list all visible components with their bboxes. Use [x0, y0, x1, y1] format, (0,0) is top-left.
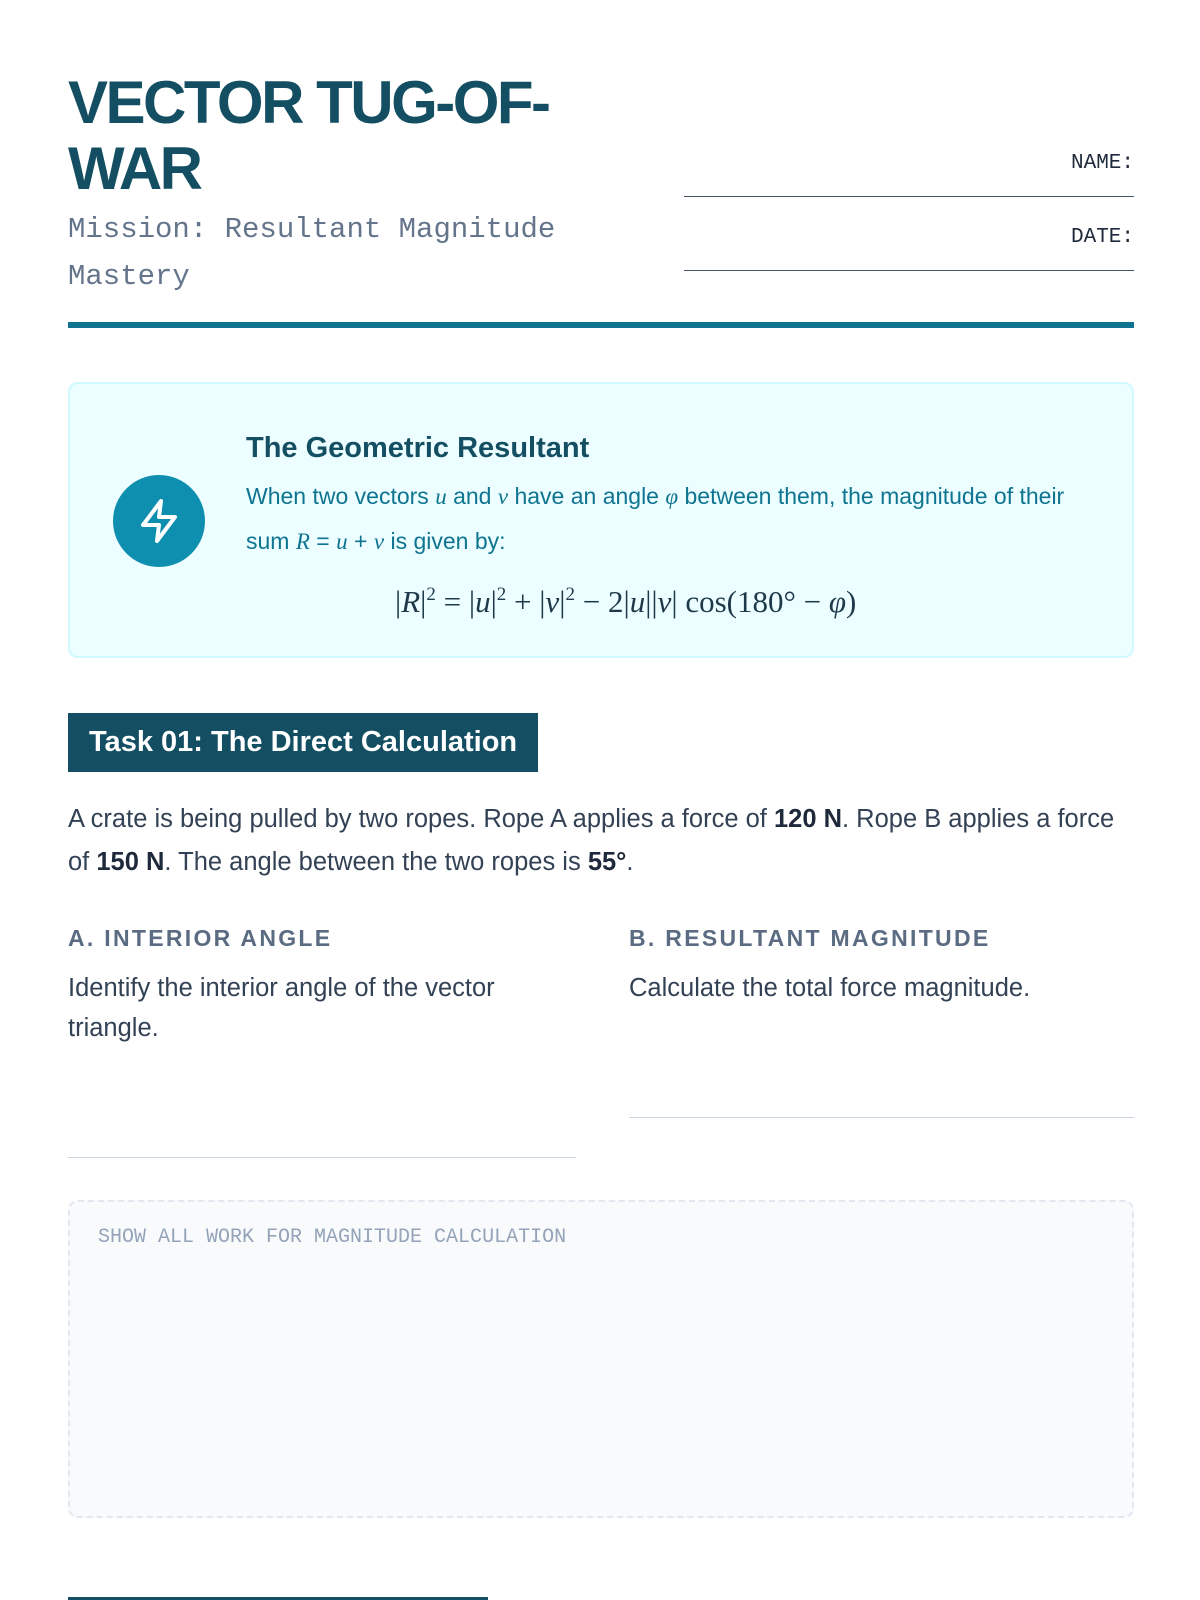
student-info-fields [684, 152, 1134, 300]
callout-title: The Geometric Resultant [246, 432, 590, 464]
formula-callout [68, 382, 1134, 658]
work-area-label: SHOW ALL WORK FOR MAGNITUDE CALCULATION [98, 1226, 567, 1249]
date-label: DATE: [1070, 226, 1134, 249]
name-line[interactable] [684, 196, 1134, 197]
part-a-answer-line[interactable] [68, 1157, 576, 1158]
part-a-text: Identify the interior angle of the vector triangle. [68, 974, 495, 1042]
task-banner: Task 01: The Direct Calculation [68, 713, 538, 772]
part-a-label: A. INTERIOR ANGLE [68, 925, 333, 951]
part-b-answer-line[interactable] [629, 1117, 1134, 1118]
part-b [629, 925, 1135, 1008]
header-divider [68, 322, 1134, 328]
part-b-text: Calculate the total force magnitude. [629, 974, 1031, 1002]
problem-statement: A crate is being pulled by two ropes. Rope A applies a force of 120 N. Rope B applies a force of 150 N. The angle between the two ropes is 55°. [68, 805, 1115, 876]
date-line[interactable] [684, 270, 1134, 271]
name-field[interactable] [684, 152, 1134, 226]
page-subtitle: Mission: Resultant Magnitude Mastery [68, 213, 556, 293]
name-label: NAME: [1070, 152, 1134, 175]
part-a [68, 925, 574, 1048]
callout-text: When two vectors u and v have an angle φ between them, the magnitude of their sum R = u + v is given by: [246, 483, 1065, 554]
worksheet-header [68, 70, 1134, 328]
resultant-formula: $|R|^2 = |u|^2 + |v|^2 - 2|u||v|$ cos(180° − φ) [395, 584, 857, 619]
page-title: VECTOR TUG-OF-WAR [68, 69, 549, 202]
work-area[interactable] [68, 1200, 1134, 1518]
date-field[interactable] [684, 226, 1134, 300]
lightning-icon [113, 475, 205, 567]
part-b-label: B. RESULTANT MAGNITUDE [629, 925, 991, 951]
